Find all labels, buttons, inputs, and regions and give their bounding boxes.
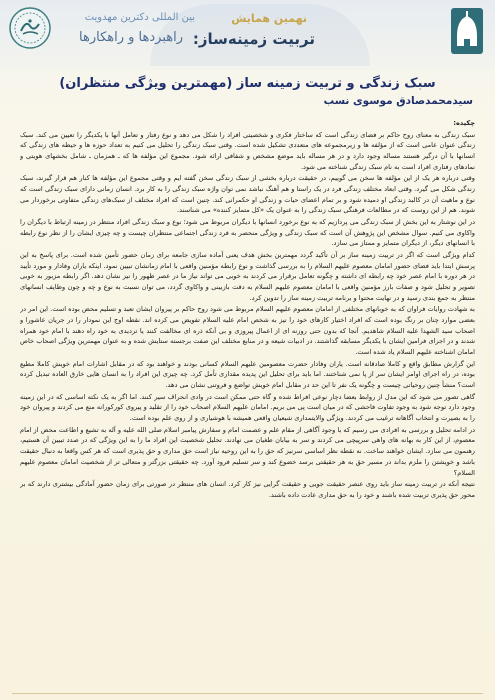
conference-label-blue: بین المللی دکترین مهدویت bbox=[84, 12, 195, 23]
article-body bbox=[20, 118, 475, 686]
conference-label-gold: نهمین همایش bbox=[231, 12, 307, 25]
abstract-label: چکیده: bbox=[453, 119, 475, 127]
body-paragraph: وقتی درباره هر یک از این مؤلفه ها سخن می گوییم، در حقیقت درباره بخشی از سبک زندگی سخن گفته ایم و وقتی مجموع این مؤلفه ها کنار هم قرار گیرند، سبک زندگی شکل می گیرد. وقتی ابعاد مختلف زندگی فرد در یک راستا و هم آهنگ نباشد نمی توان واژه سبک زندگی را به کار برد. انسان زمانی دارای سبک زندگی است که نوع و ماهیت آن در کالبد زندگی او دمیده شود و بر تمام اعضای حیات و زندگی او حکمرانی کند. چنین است که افراد مختلف از سبک‌های زندگی متفاوتی برخوردار می شوند. هم از این روست که در مطالعات فرهنگی سبک زندگی را به عنوان یک «کل متمایز کننده» می شناسند. bbox=[20, 174, 475, 215]
body-paragraph: در ادامه تحلیل و بررسی به افرادی می رسیم که با وجود آگاهی از مقام علم و عصمت امام و سفارش پیامبر اسلام صلی الله علیه و آله به تشیع و اطاعت محض از امام معصوم، از این کار به بهانه های واهی سرپیچی می کردند و سر به بیابان طغیان می نهادند. تحلیل شخصیت این افراد ما را به این ویژگی که در صدد تبیین آن هستیم، رهنمون می سازد. ایشان خواهند ساخت. نه نقطه نظر اساسی سرنیز که حق را به این روحیه نیاز است حق مداری و حق پذیری است که هر کس واقعا به دنبال حقیقت باشد و خویشتن را ملزم بداند در مسیر حق به هر حقیقتی برسد خضوع کند و سر تسلیم فرود آورد. چه حقیقتی بزرگتر و متعالی تر از شخصیت امامان معصوم علیهم السلام؟ bbox=[20, 425, 475, 477]
conference-theme: تربیت زمینه‌ساز: bbox=[192, 30, 315, 48]
body-paragraph: سبک زندگی به معنای روح حاکم بر فضای زندگی است که ساختار فکری و شخصیتی افراد را شکل می دهد و نوع رفتار و تعامل آنها با یکدیگر را تعیین می کند. سبک زندگی عنوان عامی است که از مؤلفه ها و زیرمجموعه های متعددی تشکیل شده است. وقتی سبک زندگی را تحلیل می کنیم به تعداد حوزه ها و حیطه های زندگی که انسانها با آن درگیر هستند مساله وجود دارد و در هر مساله باید موضع مشخص و شفافی ارائه شود. مجموع این مؤلفه ها که ـ همزمان ـ شامل بخشهای هویتی و نمادهای رفتاری افراد است به نام سبک زندگی شناخته می شود. bbox=[20, 130, 475, 171]
body-paragraph: در این نوشتار به این بخش از سبک زندگی می پردازیم که به نوع برخورد انسانها با دیگران مربوط می شود؛ نوع و سبک زندگی افراد منتظر در زمینه ارتباط با دیگران را واکاوی می کنیم. سوال مشخص این پژوهش آن است که سبک زندگی و ویژگی منحصر به فرد زندگی اجتماعی منتظران چیست و چه چیزی ایشان را از نظر نوع رابطه با انسانهای دیگر، از دیگران متمایز و ممتاز می سازد. bbox=[20, 218, 475, 248]
article-title: سبک زندگی و تربیت زمینه ساز (مهمترین ویژگی منتظران) bbox=[59, 76, 436, 91]
conference-subtheme: راهبردها و راهکارها bbox=[79, 30, 183, 45]
body-paragraph: گاهی تصور می شود که این مدل از روابط بعضا دچار نوعی افراط شده و گاه حتی ممکن است در وادی انحراف سیر کنند. اما اگر به یک نکته اساسی که در این زمینه وجود دارد توجه شود به وجود تفاوت فاحشی که در میان است پی می بریم. امامان علیهم السلام اصحاب خود را از تقلید و پیروی کورکورانه منع می کردند و پیروان خود را به بصیرت و انتخاب آگاهانه ترغیب می کردند. ویژگی والایتمداری شیعیان واقعی همیشه با هوشیاری و از روی علم بوده است. bbox=[20, 392, 475, 423]
body-paragraph: این گزارش مطابق واقع و کاملا صادقانه است. یاران وفادار حضرت معصومین علیهم السلام کسانی بودند و خواهند بود که در مقابل اشارات امام خویش کاملا مطیع بوده، در راه اجرای اوامر ایشان سر از پا نمی شناختند. اما باید برای تحلیل این پدیده مقداری تأمل کرد. چه چیزی این افراد را به انسان هایی خارق العاده تبدیل کرده است؟ منشأ چنین روحیاتی چیست و چگونه یک نفر تا این حد در مقابل امام خویش تواضع و فروتنی نشان می دهد. bbox=[20, 359, 475, 390]
article-author: سیدمحمدصادق موسوی نسب bbox=[323, 95, 473, 107]
conference-seal-icon bbox=[8, 6, 52, 50]
conference-header bbox=[0, 0, 495, 70]
body-paragraph: کدام ویژگی است که اگر در تربیت زمینه ساز بر آن تأکید گردد مهمترین بخش هدف یعنی آماده سازی جامعه برای زمان حضور تأمین شده است. برای پاسخ به این پرسش ابتدا باید فضای حضور امامان معصوم علیهم السلام را به بررسی گذاشت و نوع رابطه مؤمنین واقعی با امام زمانشان تبیین نمود. اینکه یاران وفادار و مورد تأیید در هر دوره با امام عصر خود چه رابطه ای داشته و چگونه تعامل برقرار می کردند به خوبی می تواند نیاز ما در عصر ظهور را نیز نشان دهد. اگر رابطه مزبور به خوبی تصویر و تحلیل شود و صفات بارز مؤمنین واقعی با امامان معصوم علیهم السلام به دقت بازبینی و واکاوی گردد، می توان نسبت به نوع و چه و چون وظایف انسانهای منتظر به جمع بندی رسید و در نهایت محتوا و برنامه تربیت زمینه ساز را تدوین کرد. bbox=[20, 251, 475, 302]
body-paragraph: به شهادت روایات فراوان که به خوبانهای مختلفی از امامان معصوم علیهم السلام مربوط می شود روح حاکم بر پیروان ایشان تعبد و تسلیم محض بوده است. این امر در بعضی موارد چنان بر رنگ بوده است که افراد اختیار کارهای خود را نیز به شخص امام علیه السلام تفویض می کرده اند. نقطه اوج این نمودار را در جریان عاشورا و اصحاب سید الشهدا علیه السلام شاهدیم. آنجا که بدون حتی روزنه ای از اعمال پیروزی و بی آنکه ذره ای مخالفت کنند یا تردیدی به خود راه دهند با امام خود همراه شدند و در اجرای فرامین ایشان با یکدیگر مسابقه گذاشتند. در ادبیات شیعه و در منابع مختلف این صفت برجسته ستایش شده و به عنوان مهمترین ویژگی اصحاب خاص امامان اشناخته علیهم السلام یاد شده است. bbox=[20, 305, 475, 357]
footer-divider bbox=[12, 693, 483, 694]
mosque-dome-icon bbox=[449, 6, 485, 56]
body-paragraph: نتیجه آنکه در تربیت زمینه ساز باید روی عنصر حقیقت جویی و حقیقت گرایی نیز کار کرد. انسان های منتظر در صورتی برای زمان حضور آمادگی بیشتری دارند که بر محور حق پذیری تربیت شده باشند و خود را به حق مداری عادت داده باشند. bbox=[20, 480, 475, 499]
